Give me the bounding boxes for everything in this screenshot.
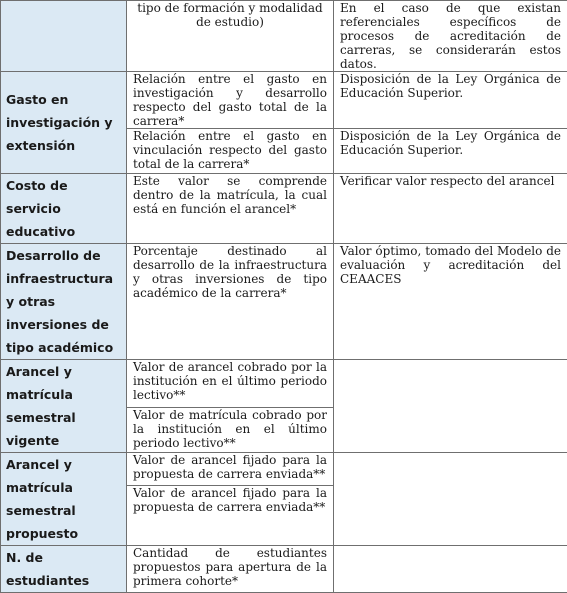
category-cell: Arancel y matrícula semestral vigente [1, 360, 127, 453]
indicator-cell: Relación entre el gasto en investigación y desarrollo respecto del gasto total de la carrera* [127, 72, 334, 129]
table-row [1, 360, 567, 408]
category-cell: Gasto en investigación y extensión [1, 72, 127, 174]
indicator-cell: Este valor se comprende dentro de la matrícula, la cual está en función el arancel* [127, 174, 334, 244]
observation-cell [334, 360, 567, 453]
indicator-cell: Porcentaje destinado al desarrollo de la infraestructura y otras inversiones de tipo académico de la carrera* [127, 244, 334, 360]
indicator-cell: Valor de arancel fijado para la propuesta de carrera enviada** [127, 486, 334, 546]
observation-cell: En el caso de que existan referenciales específicos de procesos de acreditación de carreras, se considerarán estos datos. [334, 1, 567, 72]
table-row [1, 174, 567, 244]
table-row [1, 72, 567, 129]
observation-cell: Disposición de la Ley Orgánica de Educación Superior. [334, 129, 567, 174]
category-cell [1, 1, 127, 72]
indicator-cell: tipo de formación y modalidad de estudio) [127, 1, 334, 72]
observation-cell: Valor óptimo, tomado del Modelo de evaluación y acreditación del CEAACES [334, 244, 567, 360]
category-cell: Desarrollo de infraestructura y otras inversiones de tipo académico [1, 244, 127, 360]
category-cell: N. de estudiantes [1, 546, 127, 593]
table-row [1, 1, 567, 72]
indicator-cell: Cantidad de estudiantes propuestos para apertura de la primera cohorte* [127, 546, 334, 593]
indicator-cell: Valor de arancel fijado para la propuesta de carrera enviada** [127, 453, 334, 486]
category-cell: Costo de servicio educativo [1, 174, 127, 244]
table-row [1, 453, 567, 486]
indicator-cell: Valor de matrícula cobrado por la institución en el último periodo lectivo** [127, 407, 334, 453]
table-row [1, 546, 567, 593]
indicator-cell: Valor de arancel cobrado por la institución en el último periodo lectivo** [127, 360, 334, 408]
observation-cell: Verificar valor respecto del arancel [334, 174, 567, 244]
observation-cell [334, 453, 567, 546]
category-cell: Arancel y matrícula semestral propuesto [1, 453, 127, 546]
indicator-cell: Relación entre el gasto en vinculación respecto del gasto total de la carrera* [127, 129, 334, 174]
table-row [1, 244, 567, 360]
observation-cell: Disposición de la Ley Orgánica de Educación Superior. [334, 72, 567, 129]
observation-cell [334, 546, 567, 593]
